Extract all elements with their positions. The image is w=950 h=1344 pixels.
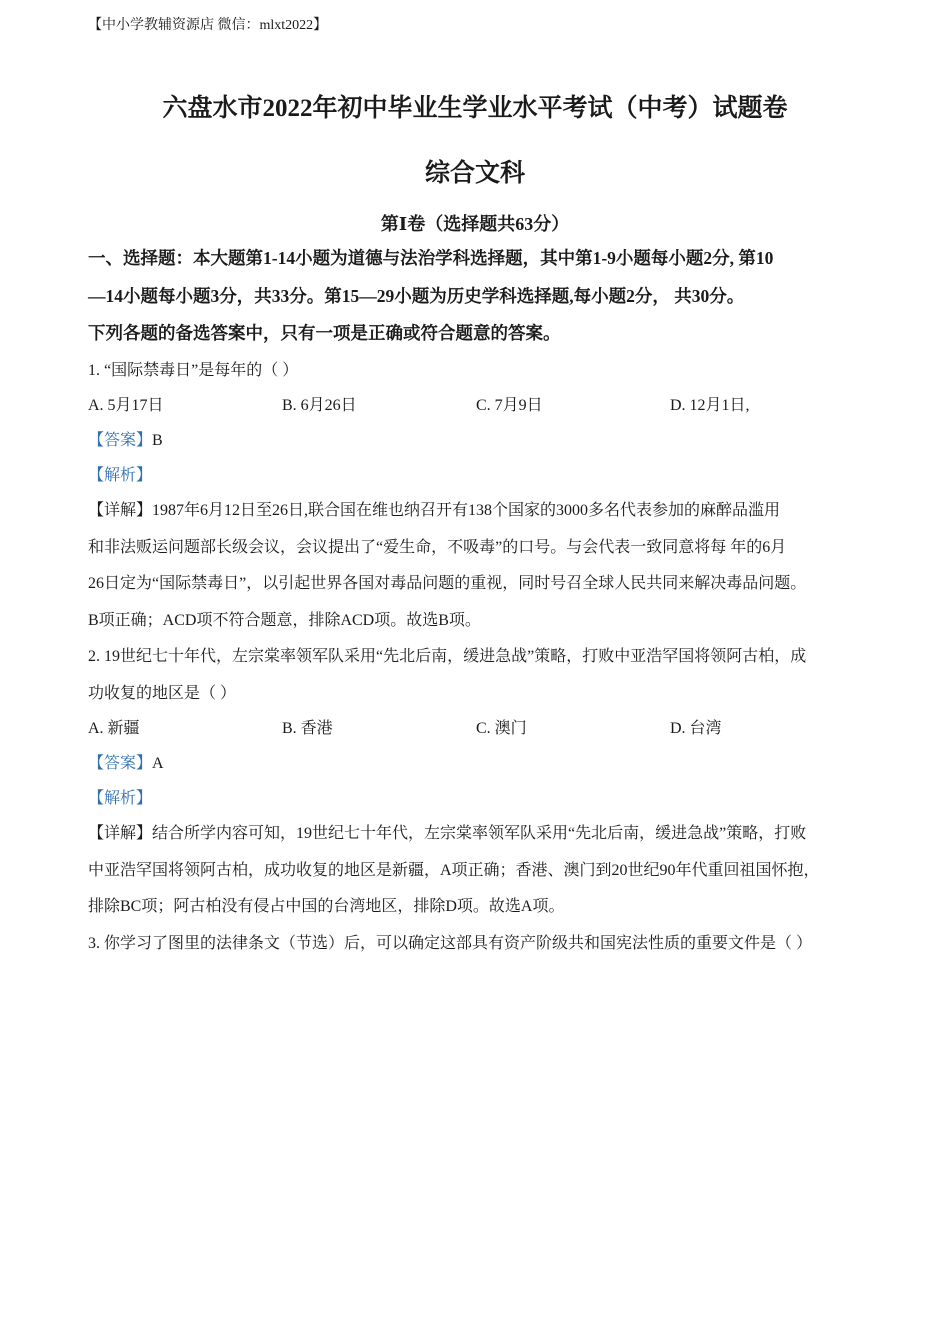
detail-line: 26日定为“国际禁毒日”，以引起世界各国对毒品问题的重视，同时号召全球人民共同来解决毒品问题。 [88, 575, 807, 592]
question-1 [88, 353, 868, 640]
question-stem: 3. 你学习了图里的法律条文（节选）后，可以确定这部具有资产阶级共和国宪法性质的重要文件是（ ） [88, 934, 813, 952]
section-intro-line: 下列各题的备选答案中，只有一项是正确或符合题意的答案。 [88, 323, 561, 343]
part-title: 第Ⅰ卷（选择题共63分） [380, 214, 570, 234]
option-c: C. 7月9日 [476, 397, 543, 414]
detail-text: 1987年6月12日至26日,联合国在维也纳召开有138个国家的3000多名代表参加的麻醉品滥用 [152, 502, 781, 519]
analysis-line [88, 781, 868, 816]
option-b: B. 香港 [282, 720, 333, 737]
question-3 [88, 926, 868, 963]
option-d: D. 12月1日, [670, 397, 750, 414]
question-stem: 2. 19世纪七十年代，左宗棠率领军队采用“先北后南，缓进急战”策略，打败中亚浩罕国将领阿古柏，成 [88, 648, 807, 665]
option-c: C. 澳门 [476, 720, 527, 737]
subject-title: 综合文科 [424, 160, 525, 187]
detail-tag: 【详解】 [88, 825, 153, 842]
question-2 [88, 639, 868, 926]
section-intro [88, 240, 868, 353]
detail-line: B项正确；ACD项不符合题意，排除ACD项。故选B项。 [88, 611, 481, 629]
detail-line: 中亚浩罕国将领阿古柏，成功收复的地区是新疆，A项正确；香港、澳门到20世纪90年代重回祖国怀抱， [88, 861, 820, 879]
detail-line: 排除BC项；阿古柏没有侵占中国的台湾地区，排除D项。故选A项。 [88, 898, 565, 915]
answer-value: B [152, 432, 163, 449]
question-stem: 1. “国际禁毒日”是每年的（ ） [88, 361, 299, 379]
answer-tag: 【答案】 [88, 432, 153, 449]
section-intro-line: —14小题每小题3分，共33分。第15—29小题为历史学科选择题,每小题2分， 共30分。 [88, 285, 745, 306]
detail-text: 结合所学内容可知，19世纪七十年代，左宗棠率领军队采用“先北后南，缓进急战”策略，打败 [152, 825, 807, 842]
analysis-tag: 【解析】 [88, 467, 153, 484]
analysis-tag: 【解析】 [88, 790, 153, 807]
answer-value: A [152, 755, 164, 772]
detail-line [88, 493, 868, 530]
detail-tag: 【详解】 [88, 502, 153, 519]
option-d: D. 台湾 [670, 720, 722, 737]
section-intro-line: 一、选择题：本大题第1-14小题为道德与法治学科选择题，其中第1-9小题每小题2分, 第10 [88, 248, 774, 268]
answer-tag: 【答案】 [88, 755, 153, 772]
question-stem: 功收复的地区是（ ） [88, 684, 237, 702]
exam-title: 六盘水市2022年初中毕业生学业水平考试（中考）试题卷 [162, 95, 788, 122]
option-a: A. 5月17日 [88, 397, 164, 414]
document-body [88, 240, 868, 962]
detail-line [88, 816, 868, 853]
answer-line [88, 746, 868, 781]
question-options [88, 389, 868, 423]
header-note: 【中小学教辅资源店 微信：mlxt2022】 [88, 18, 328, 33]
detail-line: 和非法贩运问题部长级会议，会议提出了“爱生命，不吸毒”的口号。与会代表一致同意将每 年的6月 [88, 538, 787, 556]
answer-line [88, 423, 868, 458]
analysis-line [88, 458, 868, 493]
option-b: B. 6月26日 [282, 397, 357, 414]
option-a: A. 新疆 [88, 720, 140, 737]
question-options [88, 712, 868, 746]
